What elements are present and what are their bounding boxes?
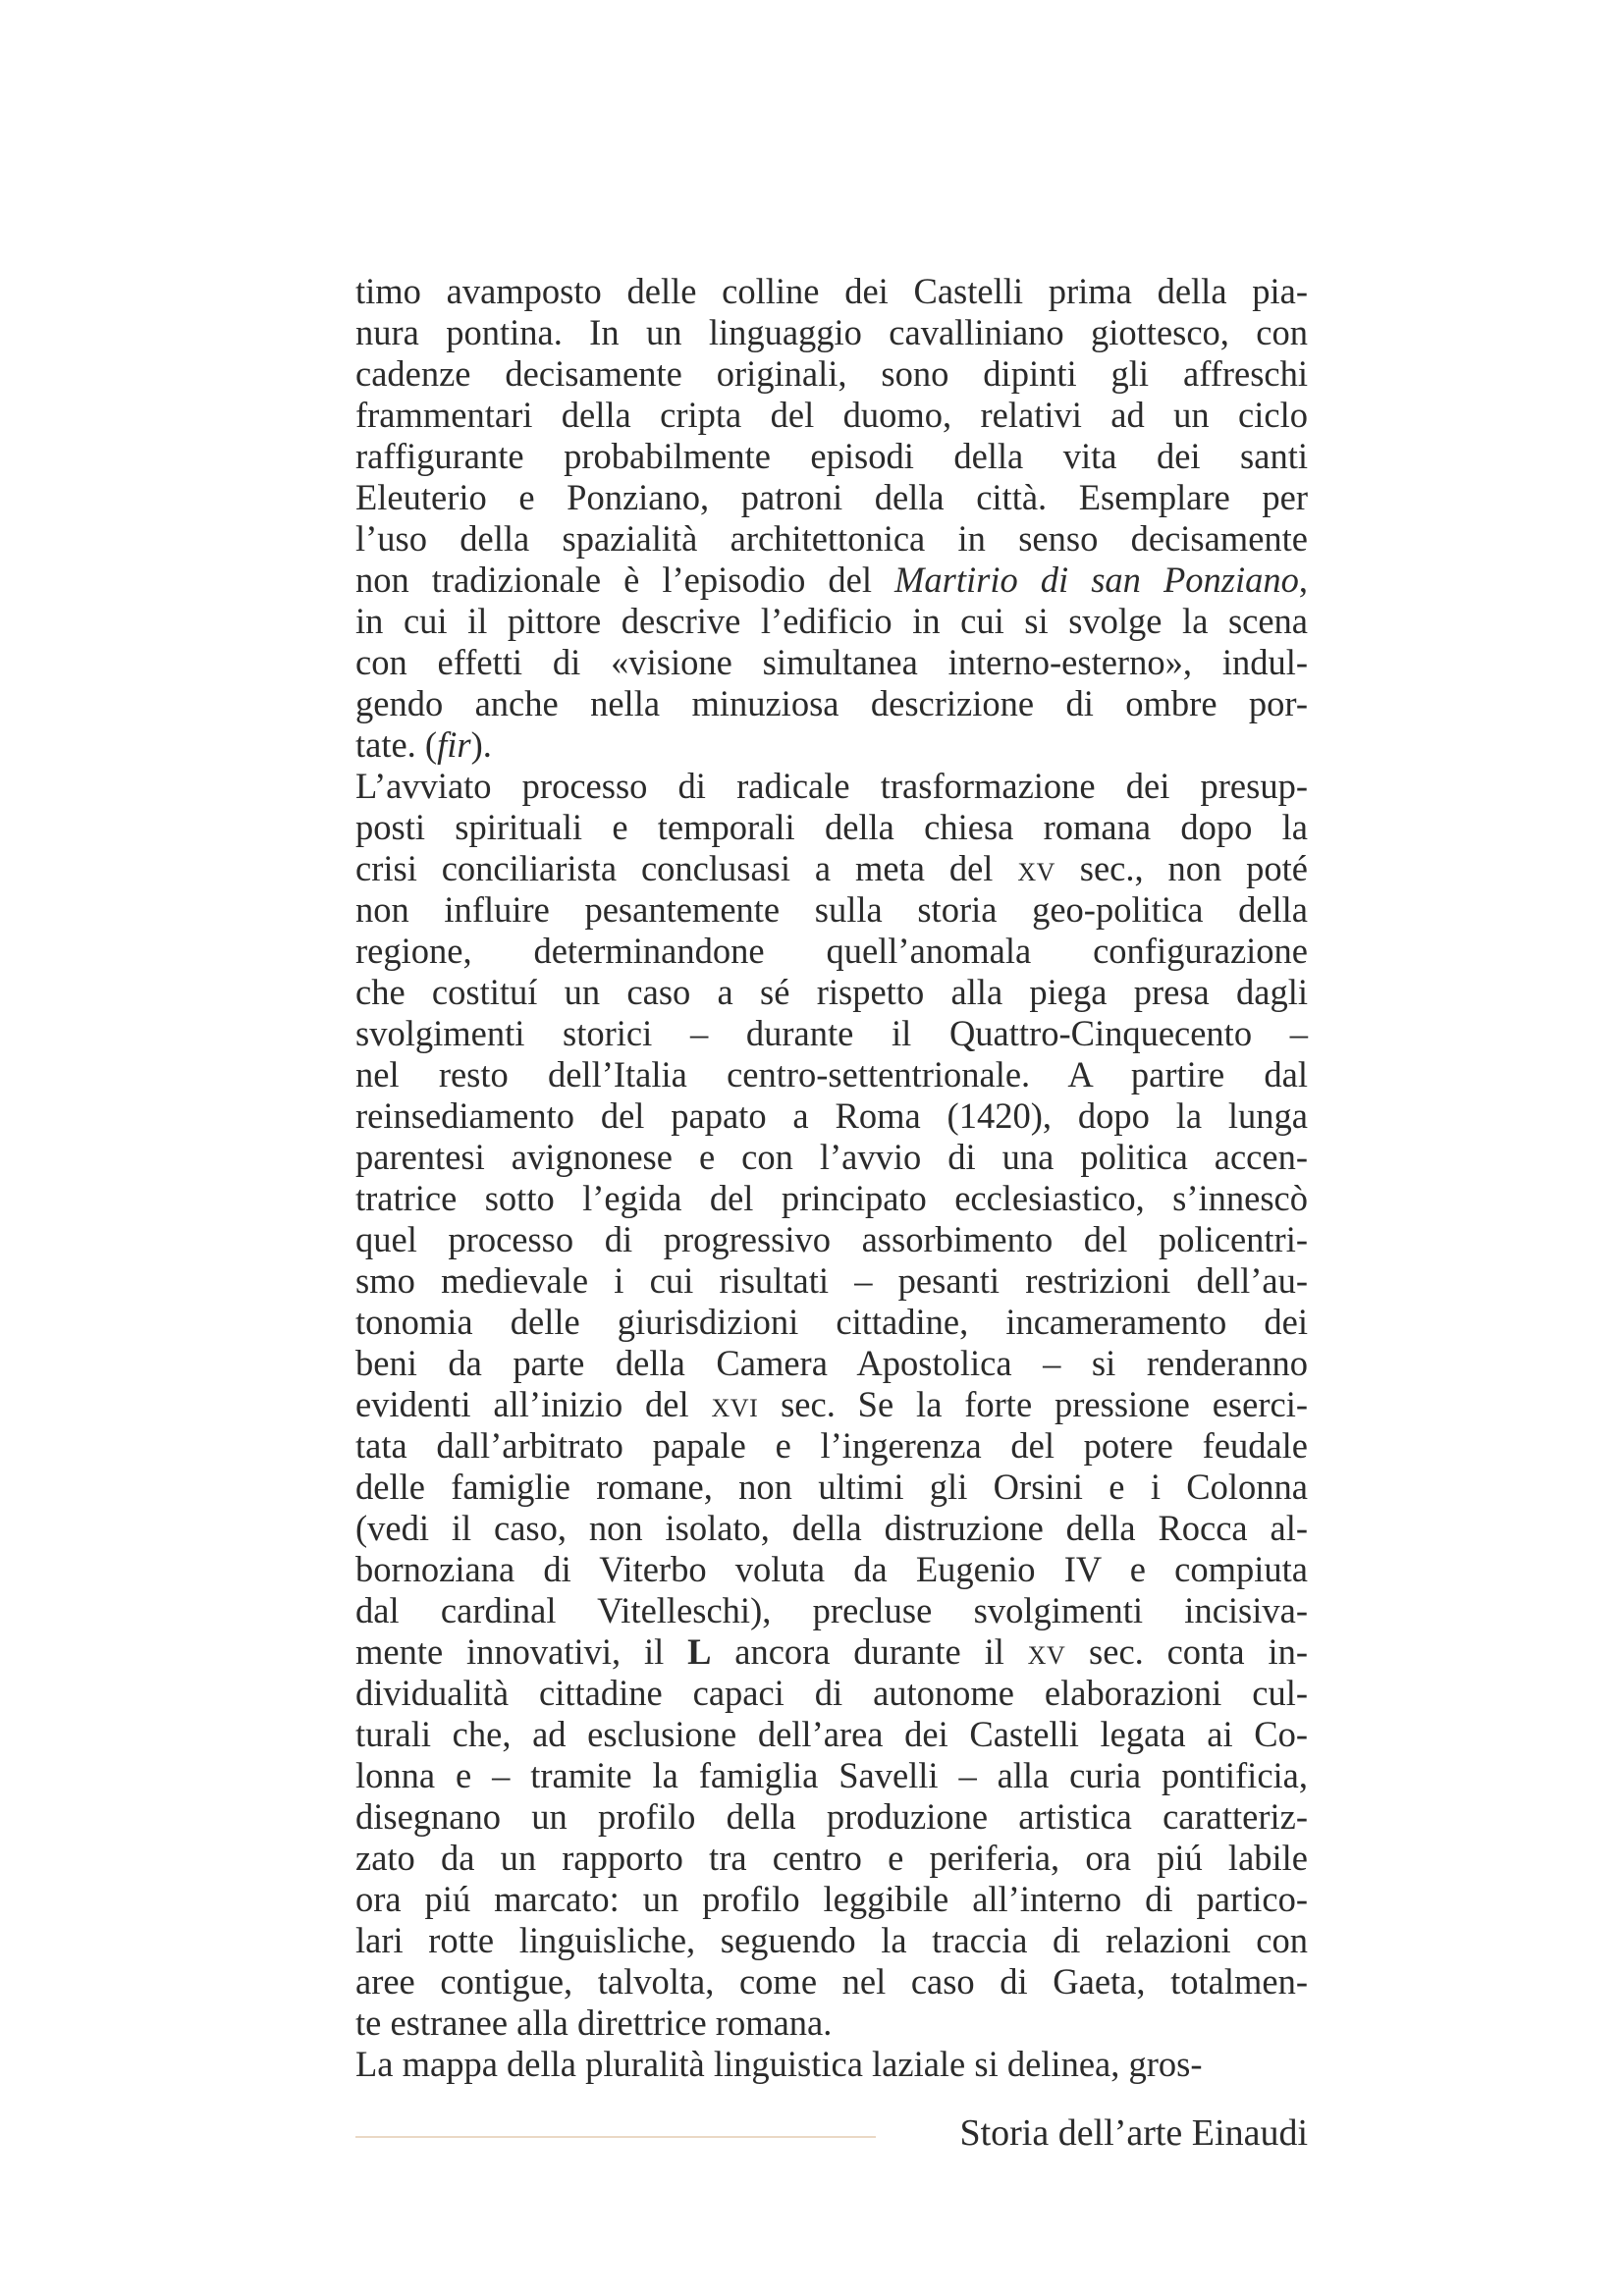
text-segment: xv — [1027, 1631, 1066, 1672]
text-line — [355, 312, 1308, 353]
text-line — [355, 1260, 1308, 1302]
text-line — [355, 1302, 1308, 1343]
text-line — [355, 972, 1308, 1013]
text-line — [355, 683, 1308, 724]
text-segment: xv — [1017, 848, 1055, 888]
text-line — [355, 1425, 1308, 1467]
text-line — [355, 889, 1308, 931]
text-segment: disegnano un profilo della produzione artistica caratteriz- — [355, 1796, 1308, 1837]
text-segment: evidenti all’inizio del — [355, 1384, 712, 1424]
text-segment: turali che, ad esclusione dell’area dei Castelli legata ai Co- — [355, 1714, 1308, 1754]
text-line — [355, 1796, 1308, 1838]
text-line — [355, 1343, 1308, 1384]
text-segment: Eleuterio e Ponziano, patroni della città. Esemplare per — [355, 477, 1308, 517]
text-segment: tata dall’arbitrato papale e l’ingerenza del potere feudale — [355, 1425, 1308, 1466]
text-line — [355, 1384, 1308, 1425]
text-segment: dal cardinal Vitelleschi), precluse svolgimenti incisiva- — [355, 1590, 1308, 1630]
text-segment: crisi conciliarista conclusasi a meta del — [355, 848, 1018, 888]
text-segment: (vedi il caso, non isolato, della distruzione della Rocca al- — [355, 1508, 1308, 1548]
text-line — [355, 1467, 1308, 1508]
text-line — [355, 807, 1308, 848]
text-segment: non influire pesantemente sulla storia geo-politica della — [355, 889, 1308, 930]
text-segment: La mappa della pluralità linguistica laziale si delinea, gros- — [355, 2044, 1203, 2084]
text-segment: raffigurante probabilmente episodi della vita dei santi — [355, 436, 1308, 476]
text-segment: gendo anche nella minuziosa descrizione di ombre por- — [355, 683, 1308, 723]
text-segment: lari rotte linguisliche, seguendo la traccia di relazioni con — [355, 1920, 1308, 1960]
text-segment: reinsediamento del papato a Roma (1420), dopo la lunga — [355, 1095, 1308, 1136]
text-segment: frammentari della cripta del duomo, relativi ad un ciclo — [355, 395, 1308, 435]
text-line — [355, 1755, 1308, 1796]
text-segment: mente innovativi, il — [355, 1631, 688, 1672]
text-line — [355, 395, 1308, 436]
text-segment: L — [687, 1631, 712, 1672]
text-line — [355, 642, 1308, 683]
text-line — [355, 601, 1308, 642]
footer-title: Storia dell’arte Einaudi — [959, 2112, 1308, 2154]
text-segment: L’avviato processo di radicale trasformazione dei presup- — [355, 766, 1308, 806]
text-segment: timo avamposto delle colline dei Castelli prima della pia- — [355, 271, 1308, 311]
text-line — [355, 560, 1308, 601]
text-segment: lonna e – tramite la famiglia Savelli – alla curia pontificia, — [355, 1755, 1308, 1795]
text-segment: Martirio di san Ponziano — [894, 560, 1299, 600]
text-segment: bornoziana di Viterbo voluta da Eugenio IV e compiuta — [355, 1549, 1308, 1589]
text-segment: sec., non poté — [1055, 848, 1308, 888]
text-line — [355, 353, 1308, 395]
text-line — [355, 2002, 1308, 2044]
text-line — [355, 1920, 1308, 1961]
text-segment: zato da un rapporto tra centro e periferia, ora piú labile — [355, 1838, 1308, 1878]
text-segment: sec. Se la forte pressione eserci- — [758, 1384, 1308, 1424]
text-line — [355, 1631, 1308, 1673]
text-line — [355, 724, 1308, 766]
text-segment: xvi — [711, 1384, 759, 1424]
text-segment: fir — [437, 724, 471, 765]
page-footer — [355, 2110, 1308, 2160]
footer-rule — [355, 2136, 876, 2138]
text-line — [355, 848, 1308, 889]
text-segment: nel resto dell’Italia centro-settentrionale. A partire dal — [355, 1054, 1308, 1095]
text-segment: svolgimenti storici – durante il Quattro-Cinquecento – — [355, 1013, 1308, 1053]
text-line — [355, 477, 1308, 518]
text-segment: regione, determinandone quell’anomala configurazione — [355, 931, 1308, 971]
text-segment: ancora durante il — [711, 1631, 1028, 1672]
text-line — [355, 1879, 1308, 1920]
text-segment: quel processo di progressivo assorbimento del policentri- — [355, 1219, 1308, 1259]
text-segment: sec. conta in- — [1065, 1631, 1308, 1672]
text-segment: dividualità cittadine capaci di autonome elaborazioni cul- — [355, 1673, 1308, 1713]
text-line — [355, 1549, 1308, 1590]
text-segment: aree contigue, talvolta, come nel caso di Gaeta, totalmen- — [355, 1961, 1308, 2002]
text-segment: ora piú marcato: un profilo leggibile all’interno di partico- — [355, 1879, 1308, 1919]
text-line — [355, 1714, 1308, 1755]
text-segment: tratrice sotto l’egida del principato ecclesiastico, s’innescò — [355, 1178, 1308, 1218]
text-line — [355, 766, 1308, 807]
text-line — [355, 1673, 1308, 1714]
text-line — [355, 1137, 1308, 1178]
text-line — [355, 1219, 1308, 1260]
text-segment: te estranee alla direttrice romana. — [355, 2002, 833, 2043]
text-line — [355, 436, 1308, 477]
text-segment: che costituí un caso a sé rispetto alla piega presa dagli — [355, 972, 1308, 1012]
text-segment: con effetti di «visione simultanea interno-esterno», indul- — [355, 642, 1308, 682]
body-text — [355, 271, 1308, 2085]
text-line — [355, 1590, 1308, 1631]
text-line — [355, 1508, 1308, 1549]
text-line — [355, 271, 1308, 312]
text-segment: parentesi avignonese e con l’avvio di una politica accen- — [355, 1137, 1308, 1177]
text-segment: beni da parte della Camera Apostolica – si renderanno — [355, 1343, 1308, 1383]
text-segment: in cui il pittore descrive l’edificio in cui si svolge la scena — [355, 601, 1308, 641]
text-segment: delle famiglie romane, non ultimi gli Orsini e i Colonna — [355, 1467, 1308, 1507]
text-line — [355, 1838, 1308, 1879]
text-line — [355, 518, 1308, 560]
text-segment: tate. ( — [355, 724, 438, 765]
text-line — [355, 1054, 1308, 1095]
text-line — [355, 1961, 1308, 2002]
text-segment: l’uso della spazialità architettonica in senso decisamente — [355, 518, 1308, 559]
text-segment: nura pontina. In un linguaggio cavalliniano giottesco, con — [355, 312, 1308, 352]
text-segment: non tradizionale è l’episodio del — [355, 560, 895, 600]
text-line — [355, 931, 1308, 972]
text-segment: ). — [470, 724, 492, 765]
text-segment: , — [1298, 560, 1308, 600]
text-line — [355, 1095, 1308, 1137]
text-line — [355, 1178, 1308, 1219]
text-segment: tonomia delle giurisdizioni cittadine, incameramento dei — [355, 1302, 1308, 1342]
text-segment: smo medievale i cui risultati – pesanti restrizioni dell’au- — [355, 1260, 1308, 1301]
text-line — [355, 1013, 1308, 1054]
text-segment: cadenze decisamente originali, sono dipinti gli affreschi — [355, 353, 1308, 394]
text-segment: posti spirituali e temporali della chiesa romana dopo la — [355, 807, 1308, 847]
text-line — [355, 2044, 1308, 2085]
